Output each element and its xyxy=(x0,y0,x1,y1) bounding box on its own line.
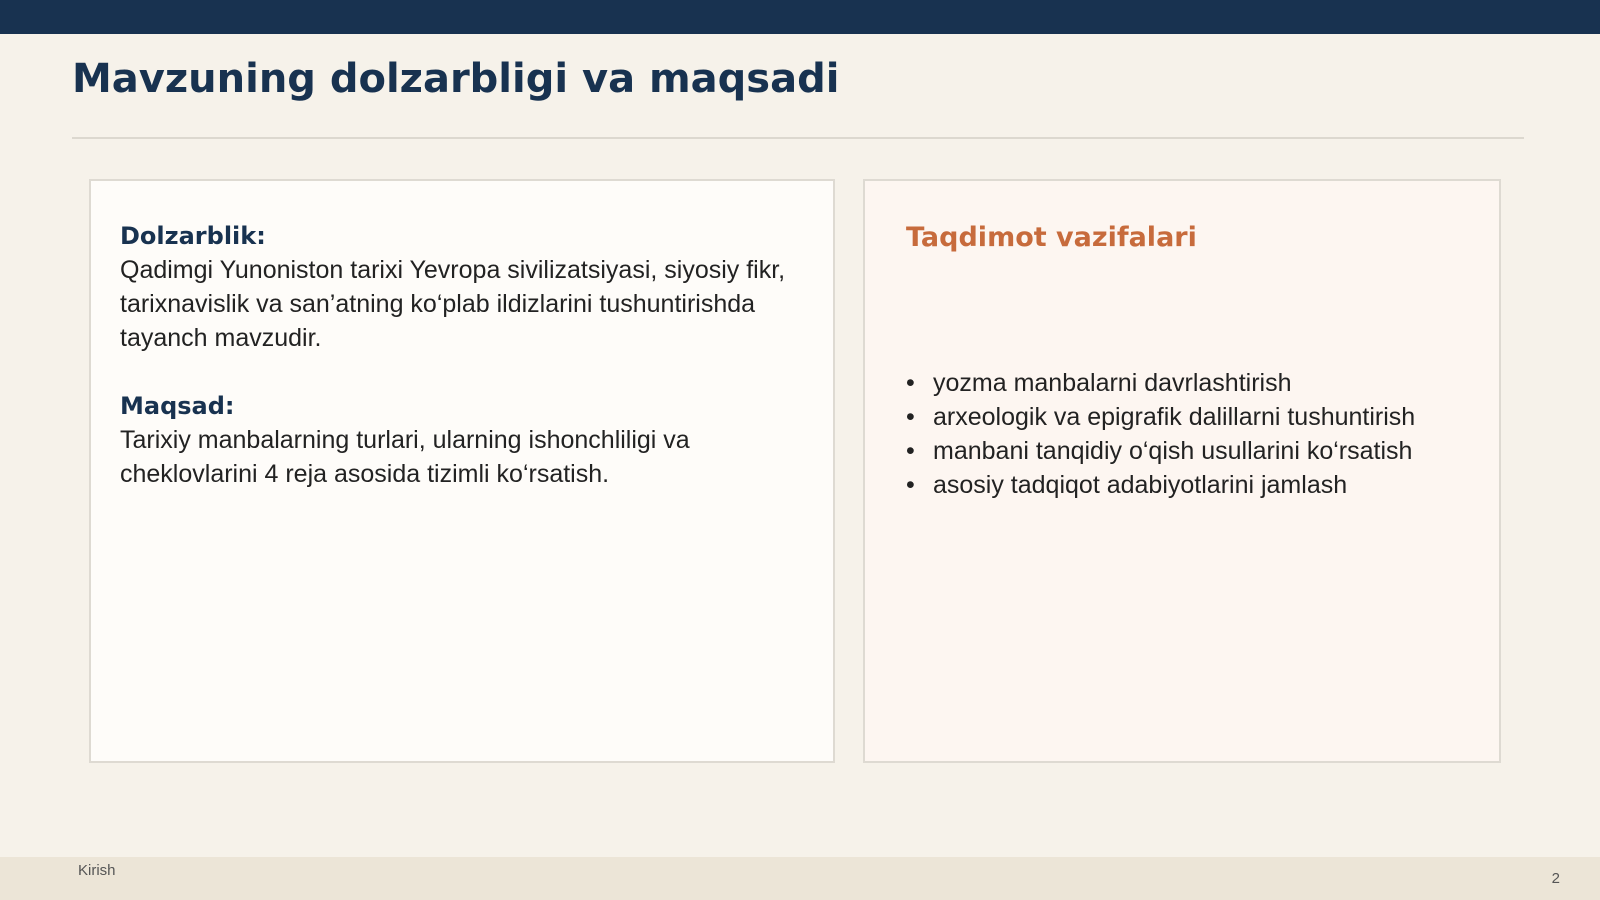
task-text: asosiy tadqiqot adabiyotlarini jamlash xyxy=(933,471,1348,499)
slide-footer xyxy=(0,857,1600,900)
list-item xyxy=(906,366,1466,400)
bullet-icon: • xyxy=(906,437,915,465)
page-number: 2 xyxy=(1551,870,1560,887)
title-divider xyxy=(72,137,1524,139)
tasks-heading: Taqdimot vazifalari xyxy=(906,222,1197,253)
footer-section-label: Kirish xyxy=(78,862,116,879)
bullet-icon: • xyxy=(906,403,915,431)
top-accent-bar xyxy=(0,0,1600,34)
task-text: yozma manbalarni davrlashtirish xyxy=(933,369,1292,397)
goal-block xyxy=(120,389,810,491)
relevance-goal-card xyxy=(89,179,835,763)
list-item xyxy=(906,400,1466,434)
task-text: arxeologik va epigrafik dalillarni tushuntirish xyxy=(933,403,1416,431)
task-text: manbani tanqidiy o‘qish usullarini ko‘rsatish xyxy=(933,437,1413,465)
bullet-icon: • xyxy=(906,471,915,499)
list-item xyxy=(906,434,1466,468)
relevance-block xyxy=(120,219,810,355)
task-list xyxy=(906,366,1466,502)
bullet-icon: • xyxy=(906,369,915,397)
relevance-label: Dolzarblik: xyxy=(120,222,266,250)
relevance-text: Qadimgi Yunoniston tarixi Yevropa sivilizatsiyasi, siyosiy fikr, tarixnavislik va san’atning ko‘plab ildizlarini tushuntirishda tayanch mavzudir. xyxy=(120,256,786,352)
slide-title: Mavzuning dolzarbligi va maqsadi xyxy=(72,56,840,102)
list-item xyxy=(906,468,1466,502)
presentation-tasks-card xyxy=(863,179,1501,763)
goal-text: Tarixiy manbalarning turlari, ularning ishonchliligi va cheklovlarini 4 reja asosida tizimli ko‘rsatish. xyxy=(120,426,690,488)
goal-label: Maqsad: xyxy=(120,392,235,420)
